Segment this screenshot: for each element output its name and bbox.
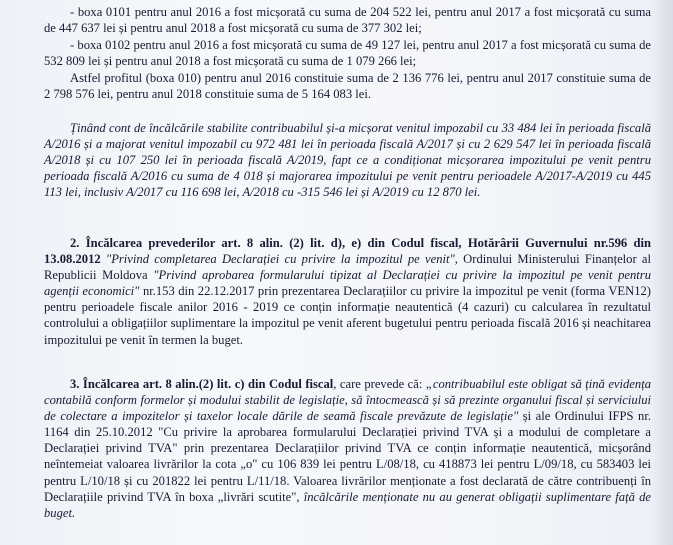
- section-3-italic-1: „contribuabilul este obligat să țină evidența contabilă conform formelor și modului stabilit de legislație, să întocmească și să prezinte organului fiscal și serviciului de colectare a impozitelor și taxelor locale dările de seamă fiscale prevăzute de legislație": [44, 377, 651, 424]
- section-2-italic-2: "Privind aprobarea formularului tipizat al Declarației cu privire la impozitul pe venit pentru agenții economici": [44, 268, 651, 299]
- section-2-heading: 2. Încălcarea prevederilor art. 8 alin. (2) lit. d), e) din Codul fiscal, Hotărârii Guvernului nr.596 din 13.08.2012: [44, 236, 651, 267]
- section-3-text-2: și ale Ordinului IFPS nr. 1164 din 25.10.2012 "Cu privire la aprobarea formularului Declarației privind TVA și a modului de completare a Declarației privind TVA" prin prezentarea Declarațiilor privind TVA ce conțin informație neautentică, micșorând neîntemeiat valoarea livrărilor la cota „o" cu 106 839 lei pentru L/08/18, cu 418873 lei pentru L/09/18, cu 583403 lei pentru L/10/18 și cu 201822 lei pentru L/11/18. Valoarea livrărilor menționate a fost declarată de către contribuenți în Declarațiile privind TVA în boxa „livrări scutite",: [44, 409, 651, 504]
- section-3: [44, 376, 651, 521]
- page-edge-shadow: [651, 0, 673, 545]
- paragraph-boxa-0102: - boxa 0102 pentru anul 2016 a fost micșorată cu suma de 49 127 lei, pentru anul 2017 a fost micșorată cu suma de 532 809 lei și pentru anul 2018 a fost micșorată cu suma de 1 079 266 lei;: [44, 38, 651, 69]
- section-2-text-1: , Ordinului Ministerului Finanțelor al Republicii Moldova: [44, 252, 651, 283]
- section-2-italic-1: "Privind completarea Declarației cu privire la impozitul pe venit": [105, 252, 455, 267]
- section-3-italic-2: încălcările menționate nu au generat obligații suplimentare față de buget.: [44, 489, 651, 520]
- section-3-heading: 3. Încălcarea art. 8 alin.(2) lit. c) din Codul fiscal: [70, 377, 334, 391]
- section-2-text-2: nr.153 din 22.12.2017 prin prezentarea Declarațiilor cu privire la impozitul pe venit (forma VEN12) pentru perioadele fiscale anilor 2016 - 2019 ce conțin informație neautentică (4 cazuri) cu calcularea în rezultatul controlului a obligațiilor suplimentare la impozitul pe venit aferent bugetului pentru perioada fiscală 2016 și neachitarea impozitului pe venit în termen la buget.: [44, 284, 651, 347]
- section-3-text-1: , care prevede că:: [333, 377, 426, 391]
- paragraph-violations-summary: Ținând cont de încălcările stabilite contribuabilul și-a micșorat venitul impozabil cu 33 484 lei în perioada fiscală A/2016 și a majorat venitul impozabil cu 972 481 lei în perioada fiscală A/2017 și cu 2 629 547 lei în perioada fiscală A/2018 și cu 107 250 lei în perioada fiscală A/2019, fapt ce a condiționat micșorarea impozitului pe venit pentru perioada fiscală A/2016 cu suma de 4 018 și majorarea impozitului pe venit pentru perioadele A/2017-A/2019 cu 445 113 lei, inclusiv A/2017 cu 116 698 lei, A/2018 cu -315 546 lei și A/2019 cu 12 870 lei.: [44, 121, 651, 200]
- section-2: [44, 235, 651, 348]
- paragraph-profit: Astfel profitul (boxa 010) pentru anul 2016 constituie suma de 2 136 776 lei, pentru anul 2017 constituie suma de 2 798 576 lei, pentru anul 2018 constituie suma de 5 164 083 lei.: [44, 71, 651, 102]
- paragraph-boxa-0101: - boxa 0101 pentru anul 2016 a fost micșorată cu suma de 204 522 lei, pentru anul 2017 a fost micșorată cu suma de 447 637 lei și pentru anul 2018 a fost micșorată cu suma de 377 302 lei;: [44, 5, 651, 36]
